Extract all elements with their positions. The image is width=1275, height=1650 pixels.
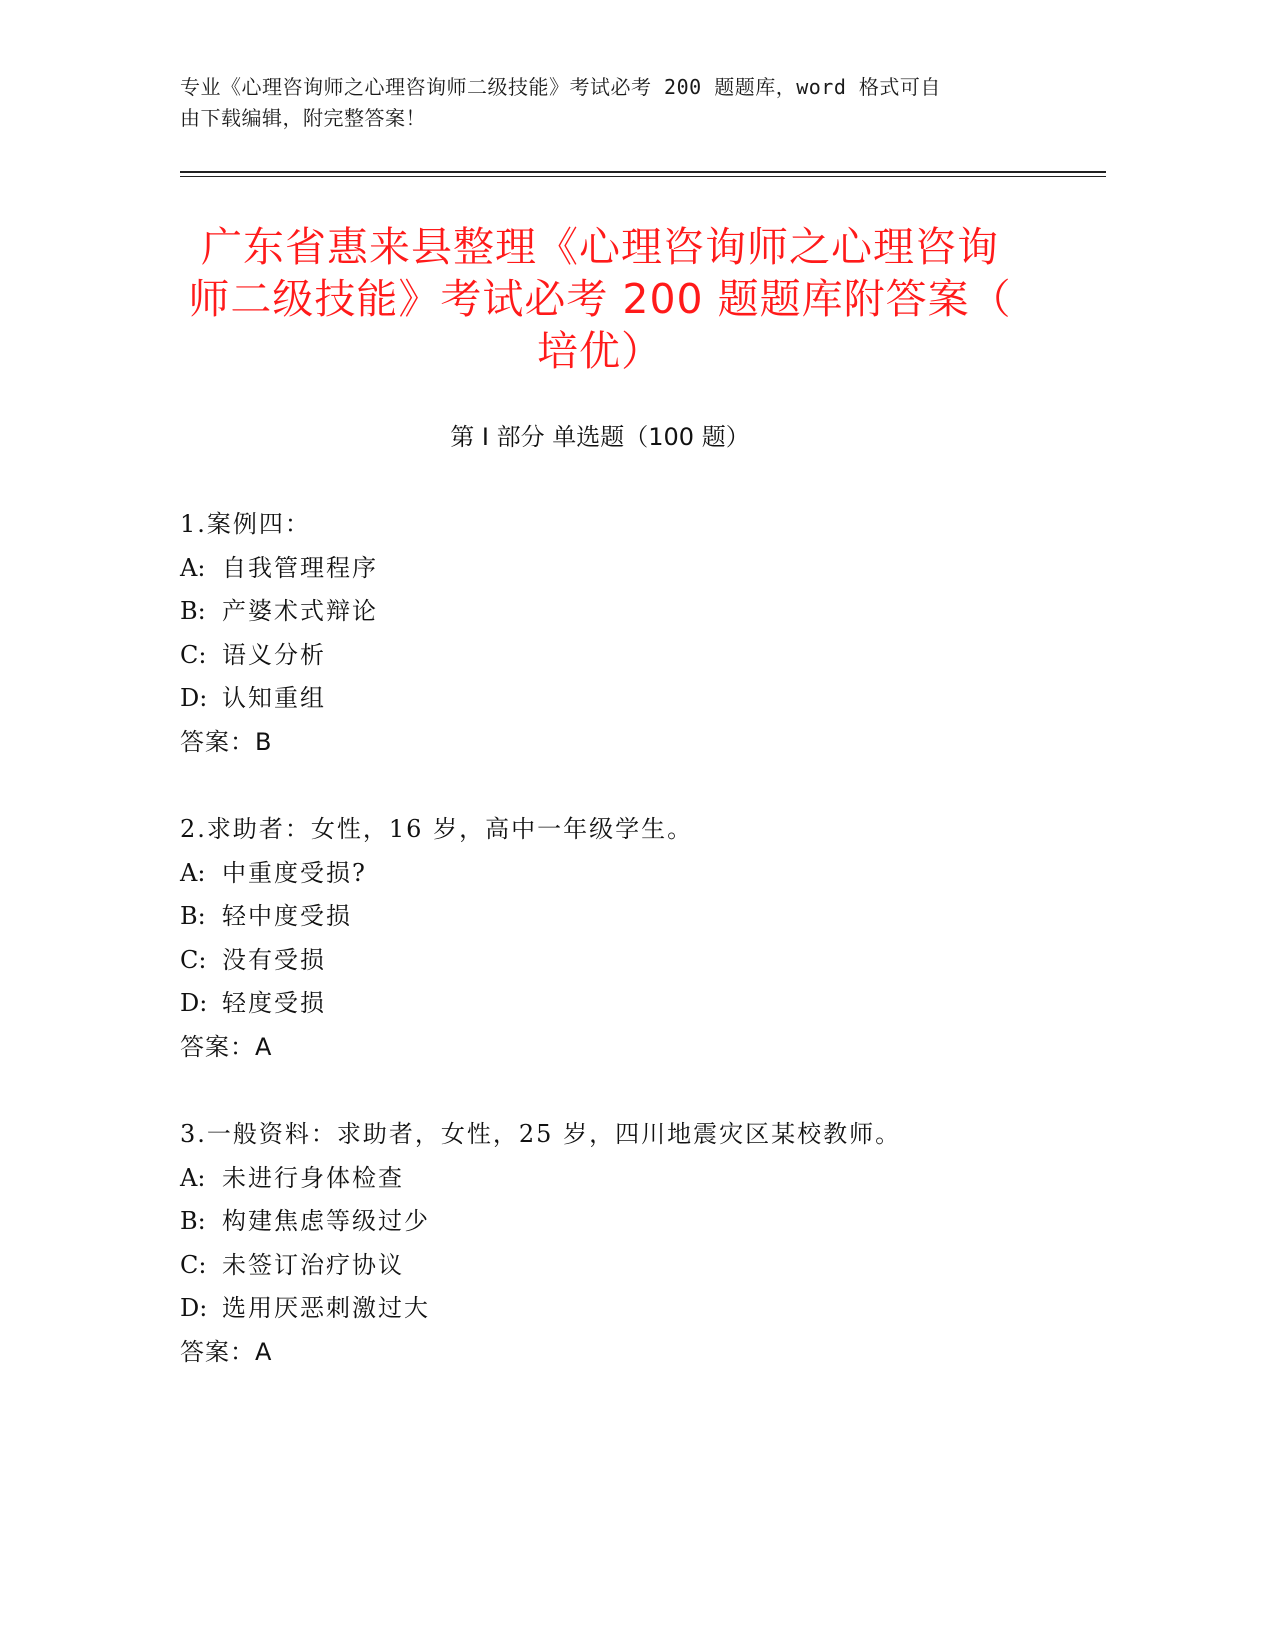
document-title [180,221,1020,377]
option-d [180,982,1040,1026]
document-title-line-3: 培优） [537,327,663,375]
question-stem: 3.一般资料：求助者，女性，25 岁，四川地震灾区某校教师。 [180,1120,902,1148]
header-note [180,72,1040,134]
option-key: C: [180,945,207,974]
document-title-line-2: 师二级技能》考试必考 200 题题库附答案（ [188,275,1012,323]
question-stem: 1.案例四： [180,510,311,538]
option-text: 自我管理程序 [222,553,378,582]
option-text: 中重度受损? [222,858,367,887]
section-heading: 第 I 部分 单选题（100 题） [450,423,750,451]
option-text: 构建焦虑等级过少 [222,1207,430,1235]
header-divider-thick [180,171,1106,173]
option-key: B: [180,902,206,930]
option-text: 产婆术式辩论 [222,597,378,625]
option-text: 未签订治疗协议 [222,1250,404,1279]
question-1 [180,503,1040,764]
document-title-line-1: 广东省惠来县整理《心理咨询师之心理咨询 [201,223,999,271]
option-c [180,1244,1040,1288]
option-key: A: [180,1163,206,1192]
question-2 [180,808,1040,1069]
option-key: C: [180,640,207,669]
option-a [180,1157,1040,1201]
option-text: 选用厌恶刺激过大 [222,1294,430,1322]
option-key: B: [180,1207,206,1235]
question-3 [180,1113,1040,1374]
option-text: 认知重组 [222,684,326,712]
header-note-line-2: 由下载编辑，附完整答案！ [180,106,426,130]
option-a [180,852,1040,896]
header-divider-thin [180,176,1106,177]
option-key: A: [180,858,206,887]
answer-line: 答案：A [180,1337,273,1366]
option-key: C: [180,1250,207,1279]
option-b [180,895,1040,939]
option-d [180,677,1040,721]
option-key: A: [180,553,206,582]
option-a [180,547,1040,591]
option-key: B: [180,597,206,625]
option-key: D: [180,989,208,1017]
option-text: 未进行身体检查 [222,1163,404,1192]
option-key: D: [180,1294,208,1322]
header-note-line-1: 专业《心理咨询师之心理咨询师二级技能》考试必考 200 题题库，word 格式可自 [180,75,941,99]
option-text: 轻中度受损 [222,902,352,930]
option-b [180,1200,1040,1244]
option-text: 语义分析 [222,640,326,669]
option-text: 没有受损 [222,945,326,974]
answer-line: 答案：A [180,1032,273,1061]
option-c [180,634,1040,678]
answer-line: 答案：B [180,727,273,756]
option-key: D: [180,684,208,712]
option-d [180,1287,1040,1331]
option-text: 轻度受损 [222,989,326,1017]
option-c [180,939,1040,983]
question-stem: 2.求助者：女性，16 岁，高中一年级学生。 [180,815,694,843]
option-b [180,590,1040,634]
